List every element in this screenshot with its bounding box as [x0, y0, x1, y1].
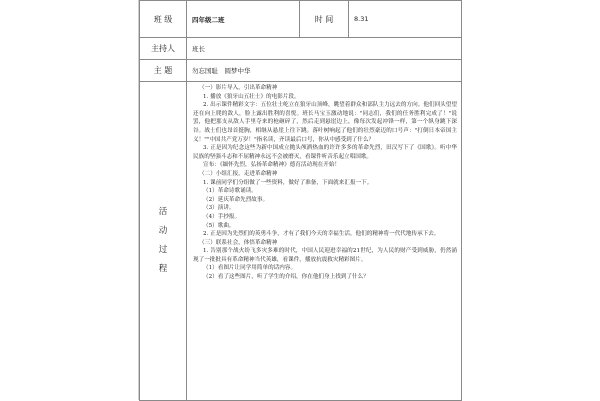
activity-line: 2. 正是因为先烈们的英勇斗争，才有了我们今天的幸福生活，他们的精神将一代代地传承下去。 [203, 231, 440, 238]
time-value: 8.31 [349, 1, 462, 38]
activity-label-char: 活 [158, 207, 168, 217]
activity-label [140, 82, 187, 401]
activity-line: 2. 出示课件精彩文字：五位壮士屹立在狼牙山顶峰，眺望着群众和部队主力远去的方向。他们回头望望还在向上爬的敌人，脸上露出胜利的喜悦。班长马宝玉激动地说："同志们，我们的任务胜利完成了！"说罢，他把那支从敌人手里夺来的枪砸碎了，然后走到悬崖边上，像每次发起冲锋一样，第一个纵身跳下深谷。战士们也昂首挺胸，相继从悬崖上往下跳。落叶树响起了他们的壮烈豪迈的口号声："打倒日本帝国主义！""中国共产党万岁！"指名读，齐读最后口号，你从中感受到了什么？ [193, 102, 457, 143]
activity-line: 1. 告别那个战火纷飞多灾多难的时代，中国人民迎进幸福的21世纪，为人民的财产受到威胁，仍然涌现了一批批具有革命精神当代英雄，看课件，播放抗震救灾精彩图片。 [193, 248, 457, 263]
theme-row [140, 60, 462, 82]
activity-line: 1. 播放《狼牙山五壮士》的电影片段。 [203, 93, 300, 100]
activity-line: （一）影片导入，引出革命精神 [199, 85, 278, 91]
time-label: 时 间 [300, 1, 349, 38]
activity-line: 3. 正是因为纪念这些为新中国成立抛头颅洒热血的许许多多的革命先烈，田汉写下了《国歌》。听中华民族的坚强斗志和不屈精神永远不会被磨灭，看课件听音乐起立唱国歌。 [193, 145, 457, 160]
activity-line: （1）看图片让同学用简单的话内容。 [203, 265, 297, 272]
host-label: 主持人 [140, 38, 187, 60]
class-value: 四年级二班 [187, 1, 300, 38]
activity-line: （二）小组汇报，走进革命精神 [199, 170, 278, 177]
activity-line: 1. 课前同学们分组做了一些资料，做好了准备，下面就来汇报一下。 [203, 179, 373, 186]
activity-label-char: 程 [158, 264, 168, 274]
host-row [140, 38, 462, 60]
activity-row [140, 82, 462, 401]
activity-label-char: 动 [158, 226, 168, 236]
activity-line: （5）歌曲。 [203, 222, 235, 229]
activity-line: （1）革命诗歌诵读。 [203, 188, 257, 195]
activity-line: （2）延庆革命先烈故事。 [203, 196, 269, 203]
activity-form-table [139, 0, 462, 401]
theme-label: 主 题 [140, 60, 187, 82]
class-label: 班 级 [140, 1, 187, 38]
header-row [140, 1, 462, 38]
activity-content [187, 82, 462, 401]
activity-label-char: 过 [158, 245, 168, 255]
activity-line: （2）看了这些图片，听了学生的介绍，你在他们身上找到了什么？ [203, 274, 369, 281]
theme-value: 勿忘国耻 圆梦中华 [187, 60, 462, 82]
activity-line: （3）演讲。 [203, 205, 235, 212]
lesson-plan-sheet [138, 0, 462, 400]
activity-line: （三）联系社会，体悟革命精神 [199, 239, 278, 246]
activity-line: 宣布：《缅怀先烈，弘扬革命精神》德育活动现在开始！ [203, 162, 341, 169]
host-value: 班长 [187, 38, 462, 60]
activity-line: （4）手抄报。 [203, 213, 241, 220]
